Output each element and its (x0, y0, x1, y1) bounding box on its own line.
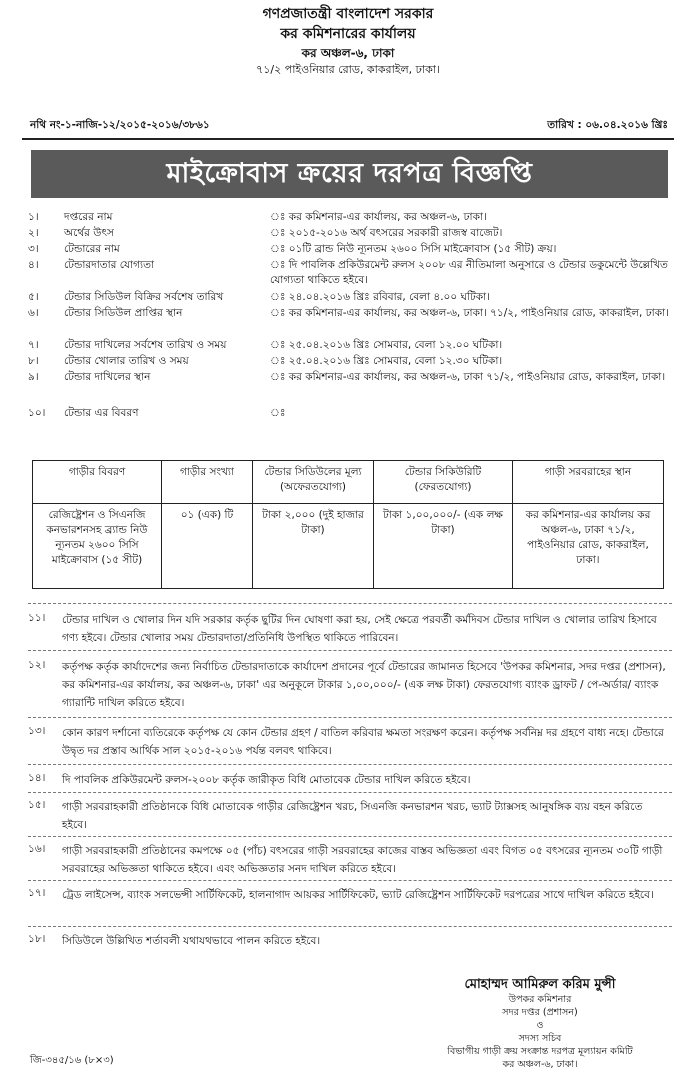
notice-date: তারিখ : ০৬.০৪.২০১৬ খ্রিঃ (547, 119, 668, 131)
column-header: টেন্ডার সিকিউরিটি (ফেরতযোগ্য) (374, 461, 513, 504)
office-address: ৭১/২ পাইওনিয়ার রোড, কাকরাইল, ঢাকা। (256, 62, 440, 76)
table-cell: রেজিষ্ট্রেশন ও সিএনজি কনভারশনসহ ব্র্যান্ড নিউ ন্যূনতম ২৬০০ সিসি মাইক্রোবাস (১৫ সীট) (33, 504, 162, 589)
item-key: টেন্ডার দাখিলের স্থান (64, 371, 151, 383)
item-number: ১০। (28, 407, 46, 419)
item-key: টেন্ডারের নাম (64, 243, 120, 255)
item-value: ঃ কর কমিশনার-এর কার্যালয়, কর অঞ্চল-৬, ঢাকা। (270, 211, 487, 223)
item-value: ঃ কর কমিশনার-এর কার্যালয়, কর অঞ্চল-৬, ঢাকা। ৭১/২, পাইওনিয়ার রোড, কাকরাইল, ঢাকা। (270, 307, 669, 319)
clause-text: কোন কারণ দর্শানো ব্যতিরেকে কর্তৃপক্ষ যে কোন টেন্ডার গ্রহণ / বাতিল করিবার ক্ষমতা সংরক্ষণ করেন। কর্তৃপক্ষ সর্বনিম্ন দর গ্রহণে বাধ্য নহে। টেন্ডারে উদ্বৃত দর প্রস্তাব আর্থিক সাল ২০১৫-২০১৬ পর্যন্ত বলবৎ থাকিবে। (62, 727, 664, 757)
clause-divider (28, 792, 672, 793)
member-role: সদস্য সচিব (518, 1033, 562, 1044)
clause-divider (28, 764, 672, 765)
item-number: ২। (28, 227, 39, 239)
item-key: টেন্ডার সিডিউল বিক্রির সর্বশেষ তারিখ (64, 291, 224, 303)
item-number: ৪। (28, 259, 39, 271)
clause-text: গাড়ী সরবরাহকারী প্রতিষ্ঠানকে বিধি মোতাবেক গাড়ীর রেজিষ্ট্রেশন খরচ, সিএনজি কনভারশন খরচ, ভ্যাট ট্যাক্সসহ আনুষঙ্গিক ব্যয় বহন করিতে হইবে। (62, 801, 643, 831)
item-number: ৭। (28, 339, 39, 351)
committee-name: বিভাগীয় গাড়ী ক্রয় সংক্রান্ত দরপত্র মূল্যায়ন কমিটি (447, 1046, 633, 1057)
column-header: গাড়ীর বিবরণ (33, 461, 162, 504)
clause-number: ১৮। (28, 933, 46, 945)
office-name: কর কমিশনারের কার্যালয় (280, 26, 416, 43)
item-key: টেন্ডার খোলার তারিখ ও সময় (64, 355, 189, 367)
item-value: ঃ ২৪.০৪.২০১৬ খ্রিঃ রবিবার, বেলা ৪.০০ ঘটিকা। (270, 291, 490, 303)
memo-number: নথি নং-১-নাজি-১২/২০১৫-২০১৬/৩৮৬১ (30, 119, 210, 131)
table-cell: টাকা ২,০০০ (দুই হাজার টাকা) (253, 504, 374, 589)
signatory-office: সদর দপ্তর (প্রশাসন) (502, 1007, 578, 1018)
clause-divider (28, 836, 672, 837)
clause-text: টেন্ডার দাখিল ও খোলার দিন যদি সরকার কর্তৃক ছুটির দিন ঘোষণা করা হয়, সেই ক্ষেত্রে পরবর্তী কর্মদিবস টেন্ডার দাখিল ও খোলার তারিখ হিসাবে গণ্য হইবে। টেন্ডার খোলার সময় টেন্ডারদাতা/প্রতিনিধি উপস্থিত থাকিতে পারিবেন। (62, 614, 657, 644)
clause-number: ১১। (28, 612, 46, 624)
item-number: ৬। (28, 307, 39, 319)
item-key: টেন্ডারদাতার যোগ্যতা (64, 259, 154, 271)
zone-name: কর অঞ্চল-৬, ঢাকা (301, 45, 395, 60)
clause-number: ১২। (28, 659, 46, 671)
clause-text: সিডিউলে উল্লিখিত শর্তাবলী যথাযথভাবে পালন করিতে হইবে। (62, 935, 321, 947)
clause-text: কর্তৃপক্ষ কর্তৃক কার্যাদেশের জন্য নির্বাচিত টেন্ডারদাতাকে কার্যাদেশ প্রদানের পূর্বে টেন্ডারের জামানত হিসেবে 'উপকর কমিশনার, সদর দপ্তর (প্রশাসন), কর কমিশনার-এর কার্যালয়, কর অঞ্চল-৬, ঢাকা' এর অনুকূলে টাকার ১,০০,০০০/- (এক লক্ষ টাকা) ফেরতযোগ্য ব্যাংক ড্রাফট / পে-অর্ডার/ ব্যাংক গ্যারান্টি দাখিল করিতে হইবে। (62, 661, 666, 709)
clause-text: ট্রেড লাইসেন্স, ব্যাংক সলভেন্সী সার্টিফিকেট, হালনাগাদ আয়কর সার্টিফিকেট, ভ্যাট রেজিষ্ট্রেশন সার্টিফিকেট দরপত্রের সাথে দাখিল করিতে হইবে। (62, 889, 654, 901)
item-value: ঃ ২৫.০৪.২০১৬ খ্রিঃ সোমবার, বেলা ১২.০০ ঘটিকা। (270, 339, 503, 351)
item-key: অর্থের উৎস (64, 227, 114, 239)
column-header: টেন্ডার সিডিউলের মূল্য (অফেরতযোগ্য) (253, 461, 374, 504)
item-value: ঃ ২০১৫-২০১৬ অর্থ বৎসরের সরকারী রাজস্ব বাজেট। (270, 227, 503, 239)
vehicle-spec-table (32, 460, 664, 589)
signatory-name: মোহাম্মদ আমিরুল করিম মুন্সী (464, 977, 616, 992)
print-code: জি-৩৪৫/১৬ (৮×৩) (30, 1055, 114, 1066)
conjunction: ও (536, 1020, 544, 1031)
clause-divider (28, 650, 672, 651)
clause-text: গাড়ী সরবরাহকারী প্রতিষ্ঠানের কমপক্ষে ০৫ (পাঁচ) বৎসরের গাড়ী সরবরাহের কাজের বাস্তব অভিজ্ঞতা এবং বিগত ০৫ বৎসরের ন্যূনতম ৩০টি গাড়ী সরবরাহের অভিজ্ঞতা থাকিতে হইবে। এবং অভিজ্ঞতার সনদ দাখিল করিতে হইবে। (62, 845, 663, 875)
signature-block (400, 978, 680, 1071)
clause-number: ১৭। (28, 887, 46, 899)
table-header-row (33, 461, 664, 504)
letterhead (0, 4, 696, 78)
table-cell: কর কমিশনার-এর কার্যালয় কর অঞ্চল-৬, ঢাকা ৭১/২, পাইওনিয়ার রোড, কাকরাইল, ঢাকা। (513, 504, 664, 589)
item-key: দপ্তরের নাম (64, 211, 113, 223)
committee-zone: কর অঞ্চল-৬, ঢাকা। (502, 1059, 578, 1070)
item-key: টেন্ডার দাখিলের সর্বশেষ তারিখ ও সময় (64, 339, 227, 351)
clause-divider (28, 880, 672, 881)
table-cell: ০১ (এক) টি (162, 504, 253, 589)
notice-title: মাইক্রোবাস ক্রয়ের দরপত্র বিজ্ঞপ্তি (31, 150, 668, 198)
clause-text: দি পাবলিক প্রকিউরমেন্ট রুলস-২০০৮ কর্তৃক জারীকৃত বিধি মোতাবেক টেন্ডার দাখিল করিতে হইবে। (62, 774, 471, 786)
reference-line (30, 118, 668, 135)
divider (22, 138, 674, 140)
clause-number: ১৬। (28, 843, 46, 855)
table-cell: টাকা ১,০০,০০০/- (এক লক্ষ টাকা) (374, 504, 513, 589)
item-value: ঃ দি পাবলিক প্রকিউরমেন্ট রুলস ২০০৮ এর নীতিমালা অনুসারে ও টেন্ডার ডকুমেন্টে উল্লেখিত যোগ্যতা থাকিতে হইবে। (270, 259, 668, 286)
item-value: ঃ (270, 407, 286, 419)
item-number: ৩। (28, 243, 39, 255)
item-number: ৫। (28, 291, 39, 303)
signatory-designation: উপকর কমিশনার (508, 994, 572, 1005)
clause-divider (28, 603, 672, 604)
item-number: ১। (28, 211, 39, 223)
item-value: ঃ কর কমিশনার-এর কার্যালয়, কর অঞ্চল-৬, ঢাকা ৭১/২, পাইওনিয়ার রোড, কাকরাইল, ঢাকা। (270, 371, 666, 383)
item-value: ঃ ২৫.০৪.২০১৬ খ্রিঃ সোমবার, বেলা ১২.৩০ ঘটিকা। (270, 355, 503, 367)
item-key: টেন্ডার এর বিবরণ (64, 407, 139, 419)
clause-number: ১৪। (28, 772, 46, 784)
clause-number: ১৫। (28, 799, 46, 811)
item-number: ৮। (28, 355, 39, 367)
government-name: গণপ্রজাতন্ত্রী বাংলাদেশ সরকার (262, 6, 434, 22)
item-number: ৯। (28, 371, 39, 383)
clause-number: ১৩। (28, 725, 46, 737)
clause-divider (28, 717, 672, 718)
table-row (33, 504, 664, 589)
column-header: গাড়ী সরবরাহের স্থান (513, 461, 664, 504)
item-value: ঃ ০১টি ব্রান্ড নিউ ন্যূনতম ২৬০০ সিসি মাইক্রোবাস (১৫ সীট) ক্রয়। (270, 243, 557, 255)
column-header: গাড়ীর সংখ্যা (162, 461, 253, 504)
clause-divider (28, 926, 672, 927)
item-key: টেন্ডার সিডিউল প্রাপ্তির স্থান (64, 307, 183, 319)
